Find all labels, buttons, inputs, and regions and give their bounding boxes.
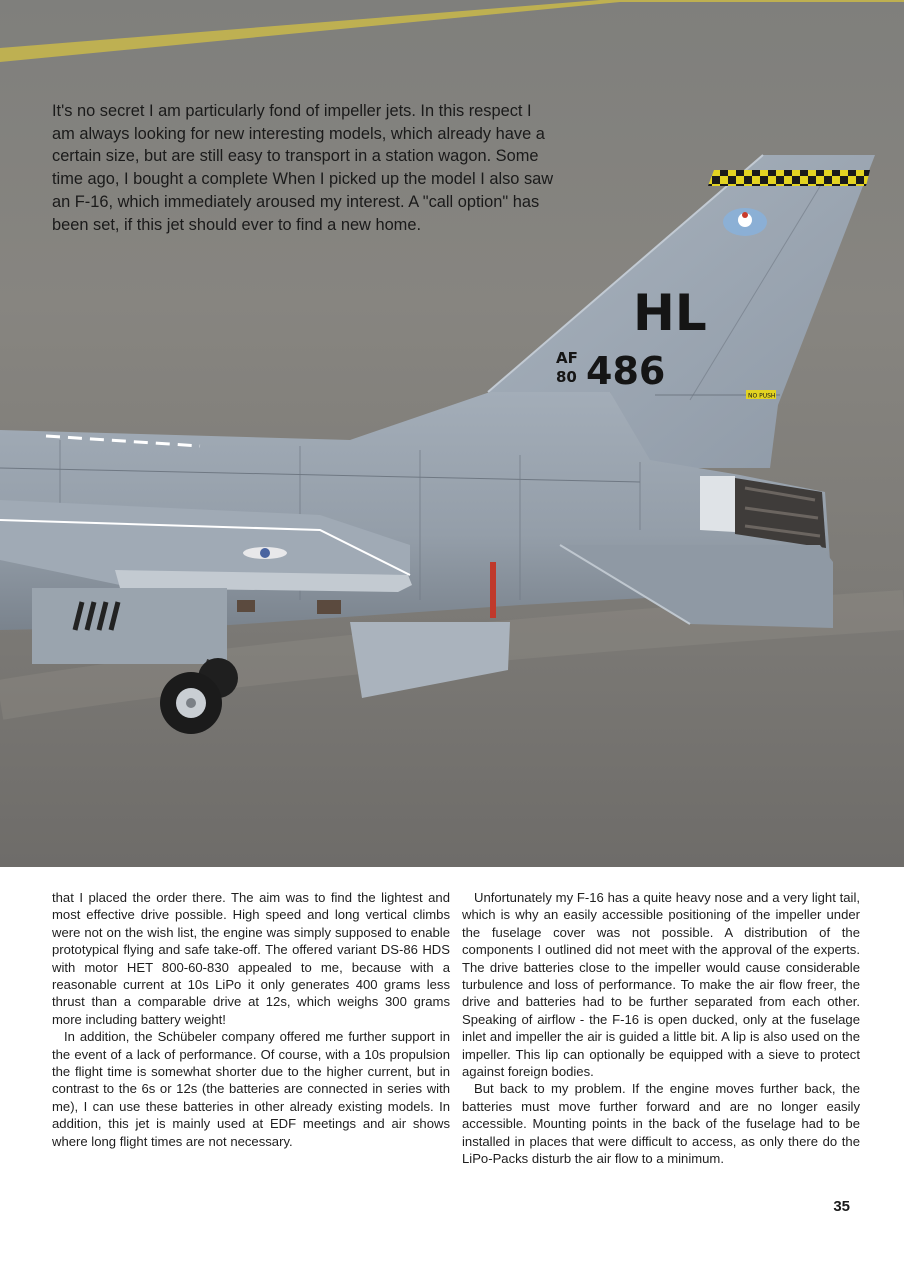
article-paragraph: Unfortunately my F-16 has a quite heavy nose and a very light tail, which is why an easily accessible positioning of the impeller under the fuselage cover was not possible. A distribution of the components I outlined did not meet with the approval of the experts. The drive batteries close to the impeller would cause considerable turbulence and loss of performance. To make the air flow freer, the drive and batteries had to be further separated from each other. Speaking of airflow - the F-16 is open ducked, only at the fuselage inlet and impeller the air is guided a little bit. A lip is also used on the impeller. This lip can optionally be equipped with a sieve to protect against foreign bodies. bbox=[462, 890, 860, 1080]
serial-number: 486 bbox=[586, 349, 666, 393]
article-column-left bbox=[52, 889, 450, 1150]
article-paragraph: that I placed the order there. The aim was to find the lightest and most effective drive possible. High speed and long vertical climbs were not on the wish list, the engine was simply supposed to enable prototypical flying and safe take-off. The offered variant DS-86 HDS with motor HET 800-60-830 appealed to me, because with a reasonable current at 10s LiPo it only generates 400 grams less thrust than a comparable drive at 12s, which weighs 300 grams more including battery weight! bbox=[52, 890, 450, 1027]
serial-prefix-bottom: 80 bbox=[556, 368, 577, 386]
checker-tail-band bbox=[708, 170, 870, 186]
intro-text: It's no secret I am particularly fond of impeller jets. In this respect I am always looking for new interesting models, which already have a certain size, but are still easy to transport in a station wagon. Some time ago, I bought a complete When I picked up the model I also saw an F-16, which immediately aroused my interest. A "call option" has been set, if this jet should ever to find a new home. bbox=[52, 102, 554, 234]
page-number: 35 bbox=[833, 1198, 850, 1215]
tail-code: HL bbox=[633, 284, 707, 342]
article-column-right bbox=[462, 889, 860, 1168]
no-push-label: NO PUSH bbox=[748, 392, 776, 400]
article-paragraph: In addition, the Schübeler company offered me further support in the event of a lack of performance. Of course, with a 10s propulsion the flight time is somewhat shorter due to the higher current, but in contrast to the 6s or 12s (the batteries are connected in series with me), I can use these batteries in other already existing models. In addition, this jet is mainly used at EDF meetings and air shows where long flight times are not necessary. bbox=[52, 1029, 450, 1149]
serial-prefix-top: AF bbox=[556, 349, 578, 367]
squadron-emblem-icon bbox=[723, 208, 767, 236]
article-paragraph: But back to my problem. If the engine moves further back, the batteries must move further forward and are no longer easily accessible. Mounting points in the back of the fuselage had to be installed in places that were difficult to access, as only there do the LiPo-Packs disturb the air flow to a minimum. bbox=[462, 1081, 860, 1167]
wing-star-insignia-icon bbox=[243, 547, 287, 559]
